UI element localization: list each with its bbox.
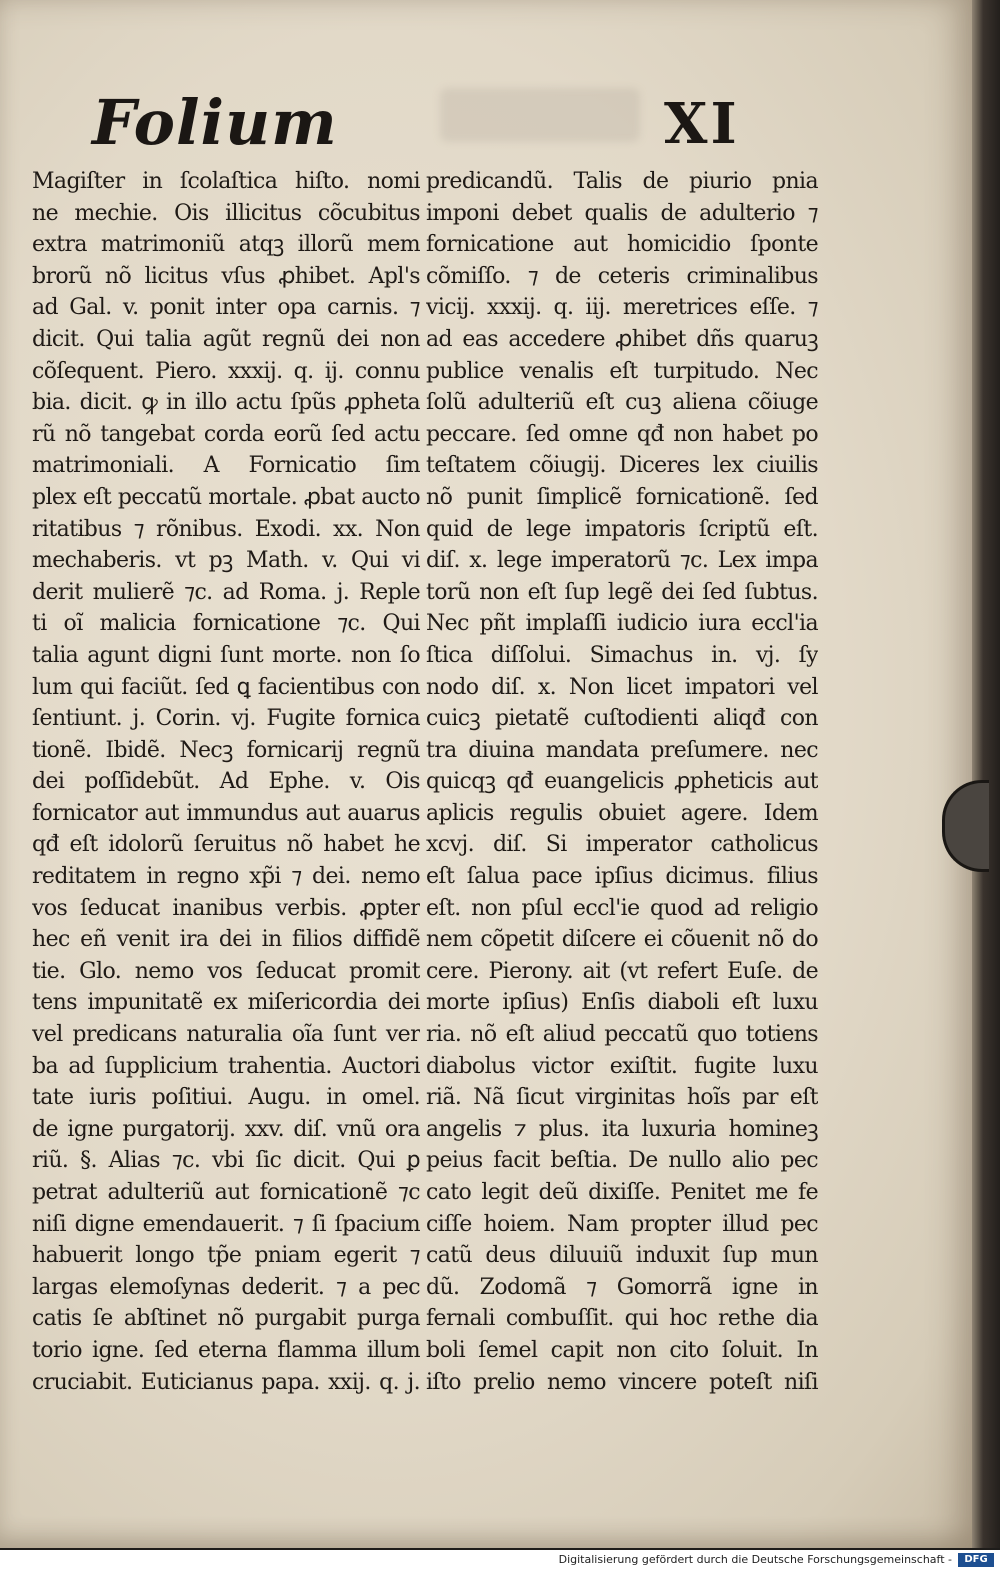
text-line: mechaberis. vt pꝫ Math. v. Qui vi xyxy=(32,548,420,574)
text-line: vicij. xxxij. q. iij. meretrices eſſe. ⁊ xyxy=(426,295,818,321)
text-line: nõ punit ſimplicẽ fornicationẽ. ſed xyxy=(426,484,818,510)
text-line: dei poſſidebũt. Ad Ephe. v. Ois xyxy=(32,769,420,795)
text-line: hec eñ venit ira dei in filios diffidẽ xyxy=(32,927,420,953)
text-line: ad Gal. v. ponit inter opa carnis. ⁊ xyxy=(32,295,420,321)
folio-number: XI xyxy=(664,91,740,157)
text-line: tate iuris poſitiui. Augu. in omel. xyxy=(32,1085,420,1111)
text-line: tie. Glo. nemo vos ſeducat promit xyxy=(32,958,420,984)
text-line: cõmiſſo. ⁊ de ceteris criminalibus xyxy=(426,263,818,289)
text-line: brorũ nõ licitus vſus ꝓhibet. Apl's xyxy=(32,263,420,289)
text-line: angelis ⁊ plus. ita luxuria homineꝫ xyxy=(426,1116,818,1142)
text-line: plex eſt peccatũ mortale. ꝓbat aucto xyxy=(32,484,420,510)
text-line: derit mulierẽ ⁊c. ad Roma. j. Reple xyxy=(32,579,420,605)
digitization-footer xyxy=(0,1550,1000,1571)
text-line: lum qui faciũt. ſed ꝗ facientibus con xyxy=(32,674,420,700)
text-line: imponi debet qualis de adulterio ⁊ xyxy=(426,200,818,226)
text-line: ria. nõ eſt aliud peccatũ quo totiens xyxy=(426,1022,818,1048)
text-line: xcvj. diſ. Si imperator catholicus xyxy=(426,832,818,858)
text-line: de igne purgatorij. xxv. diſ. vnũ ora xyxy=(32,1116,420,1142)
text-line: ritatibus ⁊ rõnibus. Exodi. xx. Non xyxy=(32,516,420,542)
text-line: matrimoniali. A Fornicatio ſim xyxy=(32,453,420,479)
page-edge xyxy=(972,0,1000,1548)
text-line: dicit. Qui talia agũt regnũ dei non xyxy=(32,326,420,352)
text-line: ſtica diſſolui. Simachus in. vj. ſy xyxy=(426,642,818,668)
text-line: bia. dicit. ꝙ in illo actu ſpũs ꝓpheta xyxy=(32,390,420,416)
text-line: fornicator aut immundus aut auarus xyxy=(32,800,420,826)
text-column-right xyxy=(426,166,818,1398)
text-line: reditatem in regno xp̃i ⁊ dei. nemo xyxy=(32,864,420,890)
running-header-word: Folium xyxy=(92,86,338,159)
text-line: ciſſe hoiem. Nam propter illud pec xyxy=(426,1211,818,1237)
text-line: cato legit deũ dixiſſe. Penitet me fe xyxy=(426,1180,818,1205)
text-line: riã. Nã ſicut virginitas hoĩs par eſt xyxy=(426,1085,818,1111)
text-line: dũ. Zodomã ⁊ Gomorrã igne in xyxy=(426,1274,818,1300)
text-line: Magiſter in ſcolaſtica hiſto. nomi xyxy=(32,169,420,194)
text-line: ſentiunt. j. Corin. vj. Fugite fornica xyxy=(32,706,420,732)
text-line: ſolũ adulteriũ eſt cuꝫ aliena cõiuge xyxy=(426,390,818,416)
text-line: predicandũ. Talis de piurio pnia xyxy=(426,169,818,194)
text-line: qđ eſt idolorũ ſeruitus nõ habet he xyxy=(32,832,420,858)
text-line: tra diuina mandata preſumere. nec xyxy=(426,737,818,763)
text-column-left xyxy=(32,166,420,1398)
text-line: teſtatem cõiugij. Diceres lex ciuilis xyxy=(426,453,818,479)
text-line: quicqꝫ qđ euangelicis ꝓpheticis aut xyxy=(426,769,818,795)
text-line: extra matrimoniũ atqꝫ illorũ mem xyxy=(32,232,420,258)
dfg-logo: DFG xyxy=(958,1553,994,1567)
text-line: nem cõpetit diſcere ei cõuenit nõ do xyxy=(426,927,818,953)
text-line: ti oĩ malicia fornicatione ⁊c. Qui xyxy=(32,611,420,637)
text-line: fernali combuſſit. qui hoc rethe dia xyxy=(426,1306,818,1332)
text-line: cruciabit. Euticianus papa. xxij. q. j. xyxy=(32,1369,420,1395)
text-line: largas elemoſynas dederit. ⁊ a pec xyxy=(32,1274,420,1300)
text-line: vos ſeducat inanibus verbis. ꝓpter xyxy=(32,895,420,921)
text-line: tionẽ. Ibidẽ. Necꝫ fornicarij regnũ xyxy=(32,737,420,763)
text-line: eſt. non pſul eccl'ie quod ad religio xyxy=(426,895,818,921)
text-line: cere. Pierony. ait (vt refert Euſe. de xyxy=(426,958,818,984)
text-line: cuicꝫ pietatẽ cuſtodienti aliqđ con xyxy=(426,706,818,732)
text-line: ba ad ſupplicium trahentia. Auctori xyxy=(32,1053,420,1079)
text-line: nodo diſ. x. Non licet impatori vel xyxy=(426,674,818,700)
text-line: ad eas accedere ꝓhibet dñs quaruꝫ xyxy=(426,326,818,352)
text-line: tens impunitatẽ ex miſericordia dei xyxy=(32,990,420,1016)
text-line: Nec pñt implaſſi iudicio iura eccl'ia xyxy=(426,611,818,637)
text-line: diſ. x. lege imperatorũ ⁊c. Lex impa xyxy=(426,548,818,574)
bleed-through-shadow xyxy=(440,88,640,142)
text-line: talia agunt digni ſunt morte. non ſo xyxy=(32,642,420,668)
text-line: torũ non eſt ſup legẽ dei ſed ſubtus. xyxy=(426,579,818,605)
text-line: peius facit beſtia. De nullo alio pec xyxy=(426,1148,818,1174)
text-line: petrat adulteriũ aut fornicationẽ ⁊c xyxy=(32,1180,420,1205)
text-line: vel predicans naturalia oĩa ſunt ver xyxy=(32,1022,420,1048)
text-line: riũ. §. Alias ⁊c. vbi ſic dicit. Qui ꝑ xyxy=(32,1148,420,1174)
text-line: morte ipſius) Enſis diaboli eſt luxu xyxy=(426,990,818,1016)
text-line: catis ſe abſtinet nõ purgabit purga xyxy=(32,1306,420,1332)
text-line: aplicis regulis obuiet agere. Idem xyxy=(426,800,818,826)
footer-credit: Digitalisierung gefördert durch die Deutsche Forschungsgemeinschaft - xyxy=(558,1553,952,1566)
text-line: publice venalis eſt turpitudo. Nec xyxy=(426,358,818,384)
text-line: fornicatione aut homicidio ſponte xyxy=(426,232,818,258)
text-line: habuerit longo tp̃e pniam egerit ⁊ xyxy=(32,1243,420,1269)
text-line: peccare. ſed omne qđ non habet po xyxy=(426,421,818,447)
text-line: torio igne. ſed eterna flamma illum xyxy=(32,1337,420,1363)
text-line: cõſequent. Piero. xxxij. q. ij. connu xyxy=(32,358,420,384)
text-line: ne mechie. Ois illicitus cõcubitus xyxy=(32,200,420,226)
text-line: catũ deus diluuiũ induxit ſup mun xyxy=(426,1243,818,1269)
text-line: iſto prelio nemo vincere poteſt niſi xyxy=(426,1369,818,1395)
text-line: diabolus victor exiſtit. fugite luxu xyxy=(426,1053,818,1079)
text-line: rũ nõ tangebat corda eorũ ſed actu xyxy=(32,421,420,447)
text-line: niſi digne emendauerit. ⁊ ſi ſpacium xyxy=(32,1211,420,1237)
text-line: quid de lege impatoris ſcriptũ eſt. xyxy=(426,516,818,542)
text-line: boli ſemel capit non cito ſoluit. In xyxy=(426,1337,818,1363)
text-line: eſt ſalua pace ipſius dicimus. filius xyxy=(426,864,818,890)
